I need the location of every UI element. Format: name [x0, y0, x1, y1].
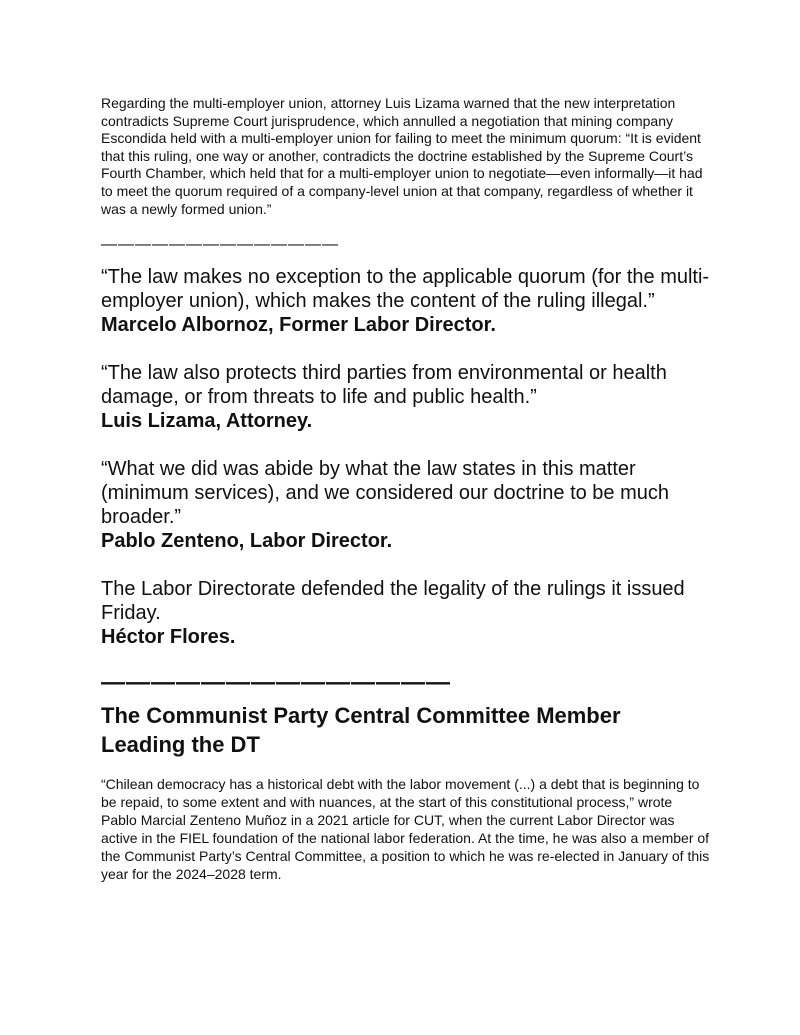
quote-attribution: Héctor Flores. [101, 626, 236, 649]
spacer [101, 553, 711, 577]
separator-big: —————————————— [101, 669, 451, 697]
intro-paragraph: Regarding the multi-employer union, attorney Luis Lizama warned that the new interpretation contradicts Supreme Court jurisprudence, which annulled a negotiation that mining company Escondida held with a multi-employer union for failing to meet the minimum quorum: “It is evident that this ruling, one way or another, contradicts the doctrine established by the Supreme Court’s Fourth Chamber, which held that for a multi-employer union to negotiate—even informally—it had to meet the quorum required of a company-level union at that company, regardless of whether it was a newly formed union.” [101, 95, 703, 217]
quote-attribution: Marcelo Albornoz, Former Labor Director. [101, 314, 496, 337]
quote-text: “What we did was abide by what the law states in this matter (minimum services), and we considered our doctrine to be much broader.” [101, 458, 670, 529]
spacer [101, 433, 711, 457]
closing-paragraph: “Chilean democracy has a historical debt with the labor movement (...) a debt that is beginning to be repaid, to some extent and with nuances, at the start of this constitutional process,” wrote Pablo Marcial Zenteno Muñoz in a 2021 article for CUT, when the current Labor Director was active in the FIEL foundation of the national labor federation. At the time, he was also a member of the Communist Party’s Central Committee, a position to which he was re-elected in January of this year for the 2024–2028 term. [101, 776, 710, 883]
quote-block [101, 265, 711, 337]
quote-block [101, 457, 711, 553]
quote-block [101, 577, 711, 649]
quote-text: “The law makes no exception to the applicable quorum (for the multi-employer union), which makes the content of the ruling illegal.” [101, 266, 710, 313]
separator-small: —————————————— [101, 236, 339, 254]
section-heading: The Communist Party Central Committee Member Leading the DT [101, 703, 621, 758]
document-page [101, 95, 711, 883]
quote-attribution: Pablo Zenteno, Labor Director. [101, 530, 393, 553]
quote-attribution: Luis Lizama, Attorney. [101, 410, 313, 433]
spacer [101, 337, 711, 361]
quote-text: The Labor Directorate defended the legality of the rulings it issued Friday. [101, 578, 685, 625]
quote-block [101, 361, 711, 433]
quote-text: “The law also protects third parties from environmental or health damage, or from threats to life and public health.” [101, 362, 667, 409]
